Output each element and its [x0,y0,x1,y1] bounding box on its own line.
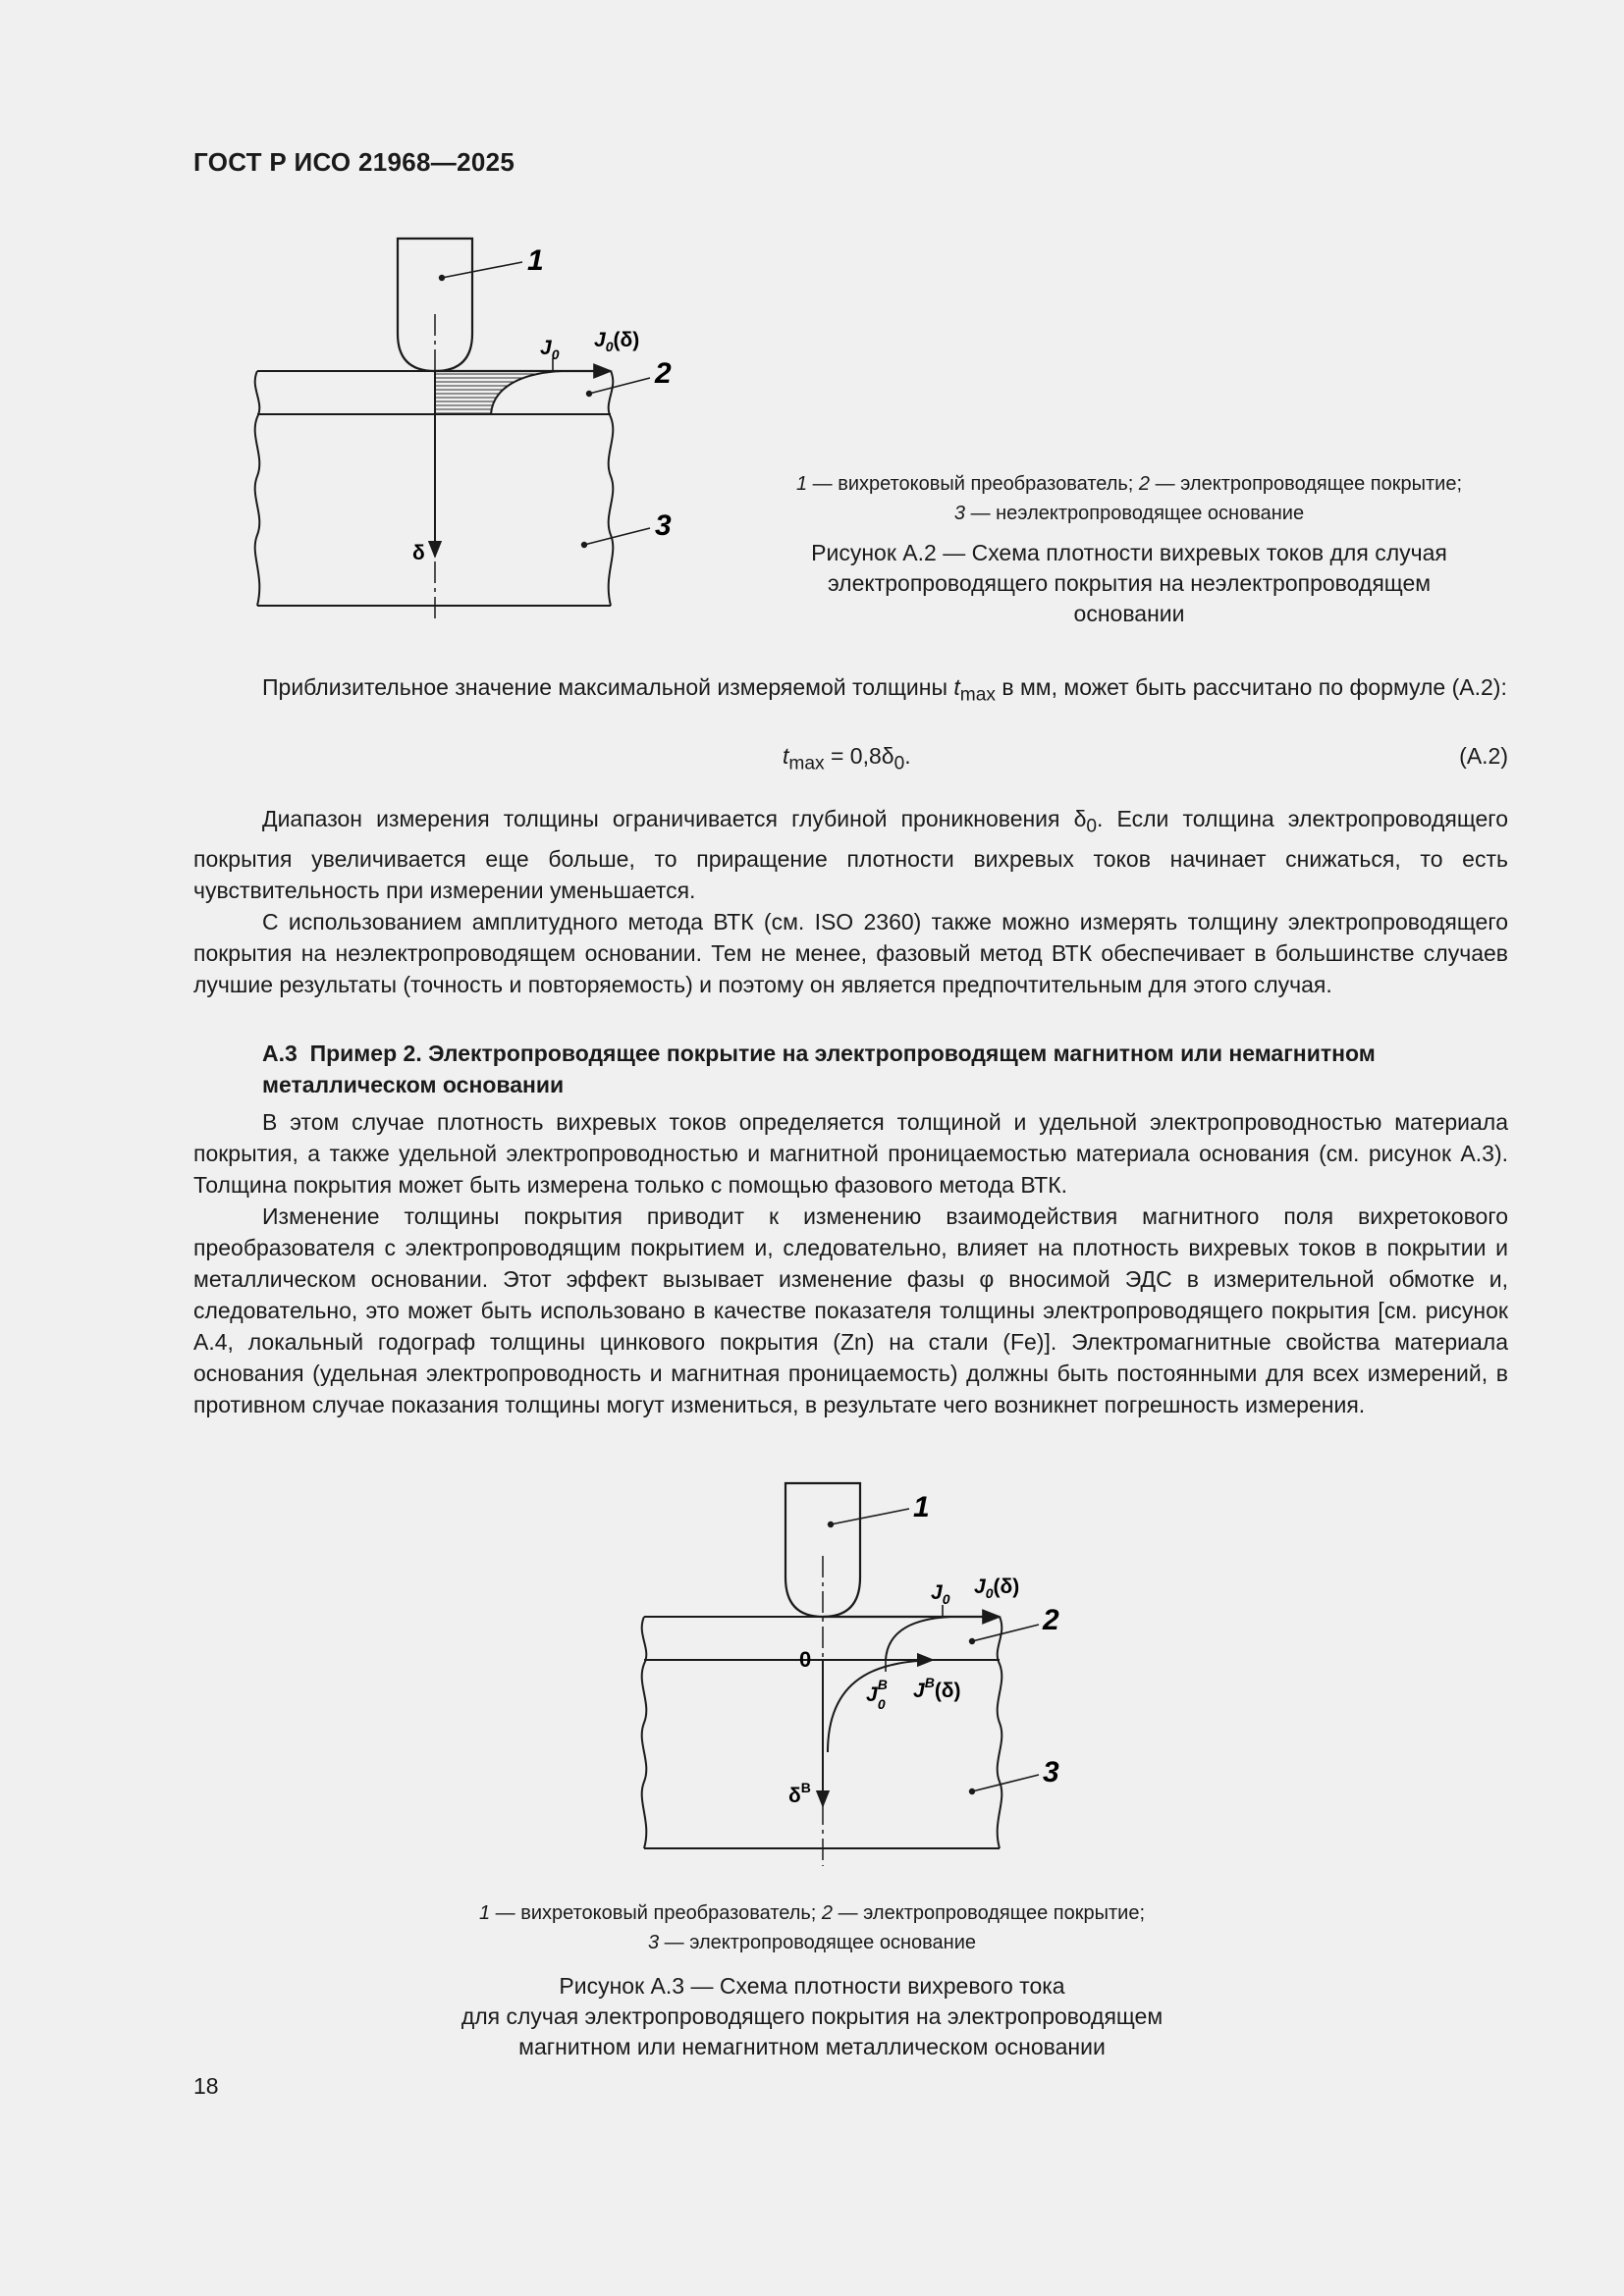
figure-a3-legend [370,1898,1254,1957]
paragraph-density: В этом случае плотность вихревых токов определяется толщиной и удельной электропроводностью материала покрытия, а также удельной электропроводностью и магнитной проницаемостью материала основания (см. рисунок А.3). Толщина покрытия может быть измерена только с помощью фазового метода ВТК. [193,1109,1508,1198]
current-density-area [435,371,562,414]
label-jb0: $J^B$ 0 [866,1677,888,1712]
figure-a2-svg [245,231,697,633]
figure-a3-svg [638,1477,1090,1870]
section-a3-heading: А.3 Пример 2. Электропроводящее покрытие на электропроводящем магнитном или немагнитном металлическом основании [262,1041,1376,1097]
label-3-a3: 3 [1043,1756,1059,1789]
legend-a3-line-2: 3 — электропроводящее основание [647,1932,977,1953]
paragraphs-example2 [193,1106,1508,1420]
paragraph-range: Диапазон измерения толщины ограничивается глубиной проникновения $\delta_0$. Если толщина электропроводящего покрытия увеличивается еще больше, то приращение плотности вихревых токов начинает снижаться, то есть чувствительность при измерении уменьшается. [193,806,1508,903]
legend-a3-line-1: 1 — вихретоковый преобразователь; 2 — электропроводящее покрытие; [478,1902,1146,1924]
legend-line-2: 3 — неэлектропроводящее основание [953,503,1305,524]
label-zero: 0 [799,1647,812,1672]
figure-a2-diagram [245,231,697,633]
label-2: 2 [655,357,672,390]
label-1: 1 [527,244,544,277]
paragraph-tmax: Приблизительное значение максимальной измеряемой толщины $t_{max}$ в мм, может быть рассчитано по формуле (А.2): [262,674,1507,706]
formula-expression: $t_{max} = 0,8\delta_0$. [783,743,911,774]
figure-a3-diagram [638,1477,1090,1870]
formula-number: (А.2) [1459,743,1508,769]
figure-a2-legend [707,469,1551,528]
label-1-a3: 1 [913,1491,930,1523]
formula-a2 [193,743,1508,782]
legend-line-1: 1 — вихретоковый преобразователь; 2 — электропроводящее покрытие; [795,473,1463,495]
label-delta: δ [412,542,425,564]
figure-a3-caption: Рисунок А.3 — Схема плотности вихревого тока для случая электропроводящего покрытия на электропроводящем магнитном или немагнитном металлическом основании [460,1973,1164,2059]
paragraphs-range [193,803,1508,1000]
label-jb-delta: $J^B(\delta)$ [913,1675,961,1702]
label-3: 3 [655,509,672,542]
label-j0-delta: $J_0(\delta)$ [594,329,640,354]
paragraph-amplitude: С использованием амплитудного метода ВТК (см. ISO 2360) также можно измерять толщину электропроводящего покрытия на неэлектропроводящем основании. Тем не менее, фазовый метод ВТК обеспечивает в большинстве случаев лучшие результаты (точность и повторяемость) и поэтому он является предпочтительным для этого случая. [193,908,1508,997]
paragraph-phase: Изменение толщины покрытия приводит к изменению взаимодействия магнитного поля вихретокового преобразователя с электропроводящим покрытием и, следовательно, влияет на плотность вихревых токов в покрытии и металлическом основании. Этот эффект вызывает изменение фазы φ вносимой ЭДС в измерительной обмотке и, следовательно, это может быть использовано в качестве показателя толщины электропроводящего покрытия [см. рисунок А.4, локальный годограф толщины цинкового покрытия (Zn) на стали (Fe)]. Электромагнитные свойства материала основания (удельная электропроводность и магнитная проницаемость) должны быть постоянными для всех измерений, в противном случае показания толщины могут измениться, в результате чего возникнет погрешность измерения. [193,1203,1508,1417]
label-delta-b: $\delta^B$ [788,1780,811,1807]
page-number: 18 [193,2073,219,2099]
document-header: ГОСТ Р ИСО 21968—2025 [193,147,515,177]
label-j0-a3: $J_0$ [931,1581,950,1607]
label-j0-delta-a3: $J_0(\delta)$ [974,1575,1020,1601]
figure-a2-caption: Рисунок А.2 — Схема плотности вихревых токов для случая электропроводящего покрытия на неэлектропроводящем основании [811,540,1447,626]
label-j0: $J_0$ [540,337,560,362]
label-2-a3: 2 [1043,1604,1059,1636]
